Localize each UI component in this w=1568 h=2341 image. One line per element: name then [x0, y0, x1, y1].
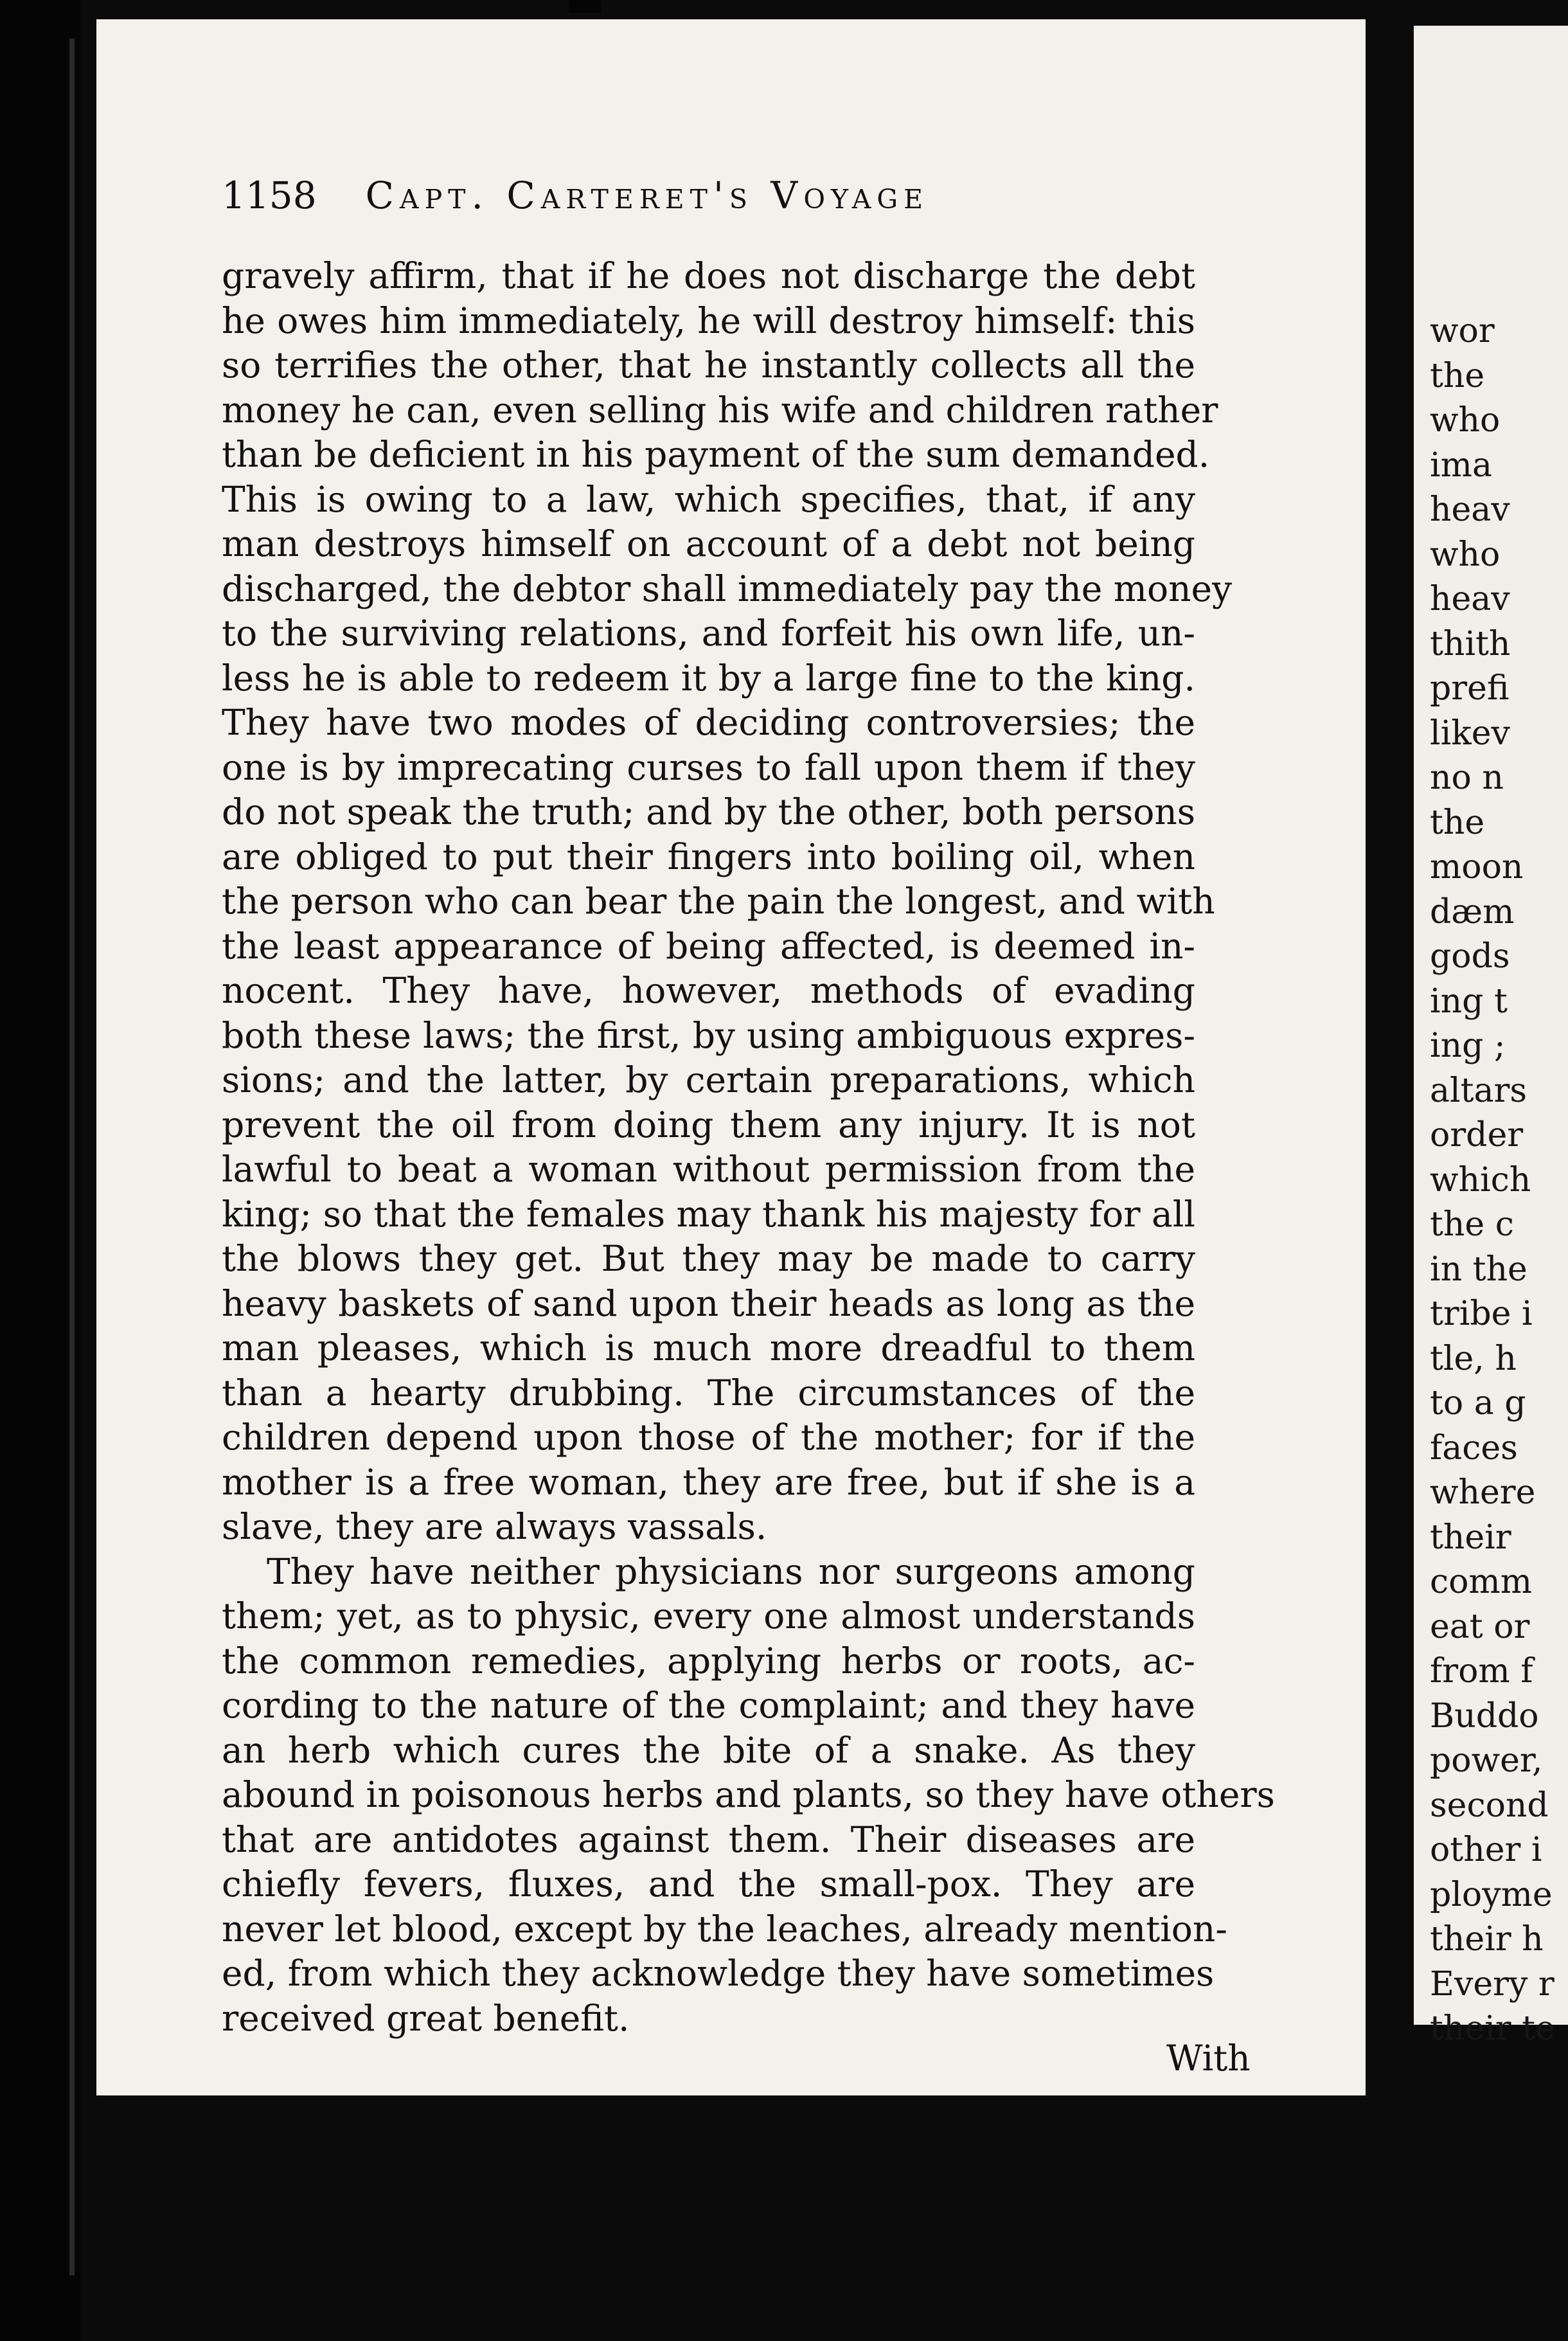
text-line: ed, from which they acknowledge they have sometimes: [222, 1953, 1215, 1994]
adjacent-page-fragment: prefi: [1430, 669, 1510, 708]
adjacent-page-fragment: moon: [1430, 848, 1524, 886]
running-title: Capt. Carteret's Voyage: [365, 174, 929, 217]
adjacent-page-fragment: ing ;: [1430, 1027, 1506, 1065]
adjacent-page-fragment: wor: [1430, 312, 1495, 350]
text-line: nocent. They have, however, methods of evading: [222, 970, 1195, 1011]
text-line: that are antidotes against them. Their diseases are: [222, 1818, 1195, 1860]
adjacent-page-fragment: Buddo: [1430, 1696, 1539, 1736]
adjacent-page-fragment: from f: [1430, 1652, 1533, 1691]
adjacent-page-fragment: tribe i: [1430, 1295, 1533, 1333]
adjacent-page-fragment: ing t: [1430, 982, 1508, 1021]
adjacent-page-fragment: the: [1430, 803, 1485, 842]
adjacent-page-fragment: to a g: [1430, 1384, 1526, 1422]
text-line: This is owing to a law, which specifies, that, if any: [222, 478, 1195, 520]
text-line: an herb which cures the bite of a snake. As they: [222, 1729, 1195, 1771]
page-number: 1158: [222, 174, 317, 217]
adjacent-page-fragment: no n: [1430, 758, 1504, 797]
text-line: gravely affirm, that if he does not discharge the debt: [222, 255, 1195, 296]
text-line: heavy baskets of sand upon their heads as long as the: [222, 1282, 1195, 1324]
text-line: lawful to beat a woman without permission from the: [222, 1149, 1195, 1190]
page-header: [222, 174, 1170, 225]
text-line: one is by imprecating curses to fall upon them if they: [222, 746, 1195, 788]
adjacent-page-fragment: second: [1430, 1786, 1549, 1825]
text-line: king; so that the females may thank his majesty for all: [222, 1193, 1195, 1235]
adjacent-page-fragment: comm: [1430, 1563, 1533, 1601]
adjacent-page-fragment: their: [1430, 1518, 1511, 1557]
text-line: do not speak the truth; and by the other, both persons: [222, 791, 1195, 832]
adjacent-page-fragment: thith: [1430, 624, 1511, 663]
adjacent-page-fragment: ployme: [1430, 1875, 1553, 1914]
text-line: so terrifies the other, that he instantly collects all the: [222, 345, 1195, 386]
adjacent-page-fragment: their te: [1430, 2009, 1555, 2048]
text-line: than a hearty drubbing. The circumstances of the: [222, 1372, 1195, 1413]
text-line: chiefly fevers, fluxes, and the small-pox. They are: [222, 1863, 1195, 1905]
binding-shadow-line: [69, 39, 75, 2275]
text-line: less he is able to redeem it by a large fine to the king.: [222, 657, 1195, 699]
text-line: the person who can bear the pain the longest, and with: [222, 881, 1215, 922]
text-line: received great benefit.: [222, 1997, 630, 2039]
adjacent-page-fragment: altars: [1430, 1071, 1528, 1110]
text-line: the blows they get. But they may be made to carry: [222, 1238, 1195, 1279]
text-line: to the surviving relations, and forfeit his own life, un-: [222, 613, 1195, 654]
catchword: With: [1166, 2038, 1251, 2079]
text-line: both these laws; the first, by using ambiguous expres-: [222, 1014, 1195, 1056]
adjacent-page-fragment: eat or: [1430, 1607, 1530, 1646]
adjacent-page-fragment: who: [1430, 535, 1501, 574]
adjacent-page-fragment: the c: [1430, 1205, 1514, 1244]
adjacent-page-fragment: other i: [1430, 1831, 1542, 1869]
text-line: sions; and the latter, by certain preparations, which: [222, 1059, 1195, 1100]
text-line: They have two modes of deciding controversies; the: [222, 702, 1195, 743]
left-binding-edge: [0, 0, 80, 2341]
adjacent-page-fragment: their h: [1430, 1920, 1544, 1959]
adjacent-page-fragment: who: [1430, 401, 1501, 440]
text-line: abound in poisonous herbs and plants, so they have others: [222, 1774, 1275, 1815]
adjacent-page-fragment: gods: [1430, 937, 1510, 976]
adjacent-page-fragment: where: [1430, 1473, 1536, 1512]
top-clip-mark: [569, 0, 601, 13]
adjacent-page-fragment: which: [1430, 1160, 1531, 1199]
text-line: man pleases, which is much more dreadful to them: [222, 1327, 1195, 1368]
text-line: the least appearance of being affected, is deemed in-: [222, 925, 1195, 967]
adjacent-page-fragment: tle, h: [1430, 1339, 1517, 1378]
text-line: never let blood, except by the leaches, already mention-: [222, 1908, 1227, 1950]
adjacent-page-fragment: heav: [1430, 580, 1510, 618]
text-line: slave, they are always vassals.: [222, 1506, 767, 1547]
adjacent-page-fragment: faces: [1430, 1428, 1518, 1467]
adjacent-page-fragment: Every r: [1430, 1964, 1555, 2004]
text-line: than be deficient in his payment of the sum demanded.: [222, 434, 1210, 475]
adjacent-page-fragment: the: [1430, 356, 1485, 395]
adjacent-page-fragment: power,: [1430, 1741, 1543, 1780]
adjacent-page-fragment: heav: [1430, 490, 1510, 529]
adjacent-page-fragment: likev: [1430, 713, 1510, 753]
text-line: the common remedies, applying herbs or roots, ac-: [222, 1640, 1195, 1682]
text-line: are obliged to put their fingers into boiling oil, when: [222, 836, 1195, 877]
adjacent-page-fragment: ima: [1430, 445, 1492, 485]
adjacent-page-fragment: order: [1430, 1116, 1524, 1154]
text-line: mother is a free woman, they are free, but if she is a: [222, 1461, 1195, 1503]
text-line: them; yet, as to physic, every one almost understands: [222, 1595, 1195, 1637]
adjacent-page-fragment: dæm: [1430, 892, 1515, 931]
text-line: prevent the oil from doing them any injury. It is not: [222, 1104, 1195, 1145]
text-line: children depend upon those of the mother; for if the: [222, 1417, 1195, 1458]
adjacent-page-fragment: in the: [1430, 1250, 1528, 1289]
text-line: They have neither physicians nor surgeons among: [267, 1550, 1195, 1592]
text-line: money he can, even selling his wife and children rather: [222, 389, 1218, 431]
text-line: man destroys himself on account of a debt not being: [222, 523, 1195, 564]
text-line: cording to the nature of the complaint; and they have: [222, 1685, 1195, 1726]
body-text: [222, 254, 1275, 2041]
text-line: discharged, the debtor shall immediately pay the money: [222, 568, 1233, 609]
adjacent-page: [1414, 26, 1568, 2048]
text-line: he owes him immediately, he will destroy himself: this: [222, 300, 1195, 341]
